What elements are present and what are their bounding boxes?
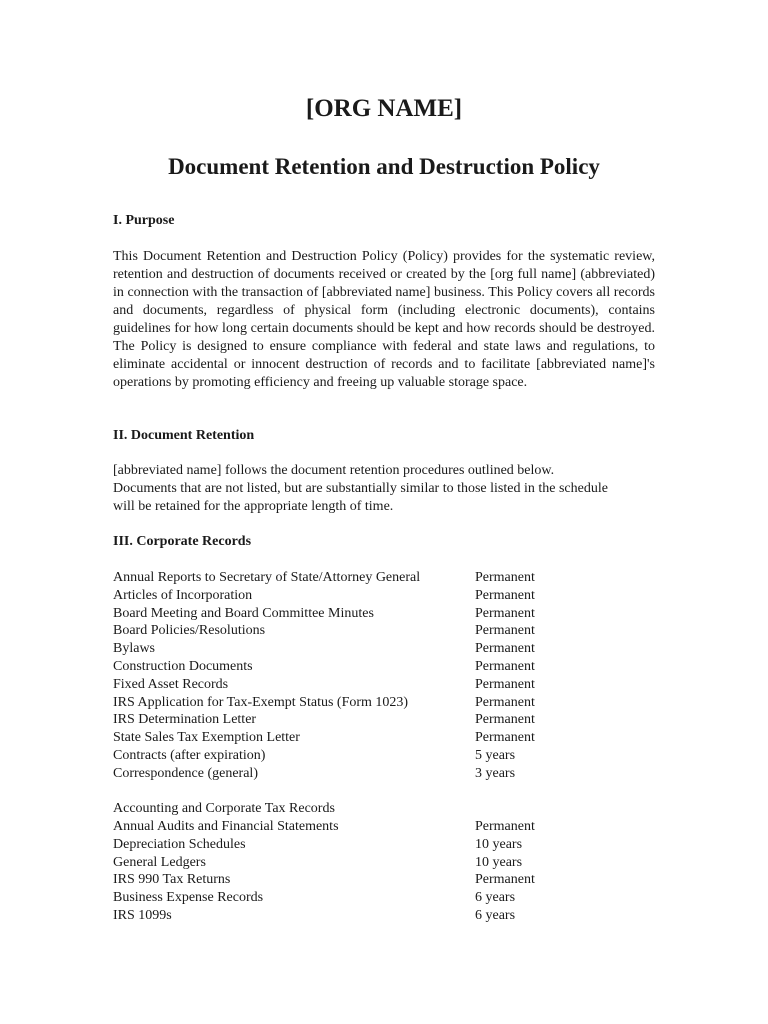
list-item	[113, 622, 655, 640]
retention-paragraph	[113, 462, 655, 516]
list-item	[113, 605, 655, 623]
record-label: Board Policies/Resolutions	[113, 623, 266, 639]
retention-period: 6 years	[475, 890, 516, 906]
retention-period: Permanent	[475, 694, 535, 710]
corporate-records-heading: III. Corporate Records	[113, 534, 252, 549]
retention-period: Permanent	[475, 623, 535, 639]
retention-period: Permanent	[475, 641, 535, 657]
list-item	[113, 711, 655, 729]
retention-period: 3 years	[475, 765, 516, 781]
retention-period: Permanent	[475, 730, 535, 746]
accounting-heading: Accounting and Corporate Tax Records	[113, 801, 335, 816]
list-item	[113, 765, 655, 783]
accounting-records-list	[113, 818, 655, 925]
list-item	[113, 640, 655, 658]
list-item	[113, 747, 655, 765]
list-item	[113, 729, 655, 747]
retention-line-1: [abbreviated name] follows the document retention procedures outlined below.	[113, 463, 555, 478]
retention-period: Permanent	[475, 658, 535, 674]
list-item	[113, 889, 655, 907]
record-label: Annual Audits and Financial Statements	[113, 819, 339, 834]
list-item	[113, 871, 655, 889]
record-label: Correspondence (general)	[113, 765, 258, 781]
list-item	[113, 694, 655, 712]
record-label: Contracts (after expiration)	[113, 747, 266, 763]
record-label: Depreciation Schedules	[113, 836, 246, 852]
retention-line-2: Documents that are not listed, but are substantially similar to those listed in the schedule	[113, 481, 608, 496]
corporate-records-list	[113, 569, 655, 783]
record-label: Annual Reports to Secretary of State/Attorney General	[113, 570, 421, 585]
record-label: Articles of Incorporation	[113, 587, 253, 603]
list-item	[113, 676, 655, 694]
record-label: Board Meeting and Board Committee Minutes	[113, 605, 374, 621]
purpose-heading: I. Purpose	[113, 213, 175, 228]
record-label: IRS 990 Tax Returns	[113, 872, 231, 888]
retention-period: Permanent	[475, 872, 535, 888]
document-title: Document Retention and Destruction Policy	[168, 154, 600, 179]
record-label: IRS 1099s	[113, 907, 172, 923]
retention-period: Permanent	[475, 819, 535, 834]
purpose-paragraph: This Document Retention and Destruction Policy (Policy) provides for the systematic review, retention and destruction of documents received or created by the [org full name] (abbreviated) in connection with the transaction of [abbreviated name] business. This Policy covers all records and documents, regardless of physical form (including electronic documents), contains guidelines for how long certain documents should be kept and how records should be destroyed. The Policy is designed to ensure compliance with federal and state laws and regulations, to eliminate accidental or innocent destruction of records and to facilitate [abbreviated name]'s operations by promoting efficiency and freeing up valuable storage space.	[113, 249, 655, 390]
list-item	[113, 587, 655, 605]
retention-period: 6 years	[475, 907, 516, 923]
record-label: Construction Documents	[113, 658, 253, 674]
list-item	[113, 854, 655, 872]
record-label: Fixed Asset Records	[113, 676, 229, 692]
list-item	[113, 907, 655, 925]
record-label: Business Expense Records	[113, 890, 264, 906]
retention-line-3: will be retained for the appropriate length of time.	[113, 499, 394, 514]
retention-period: 10 years	[475, 854, 523, 870]
retention-period: Permanent	[475, 587, 535, 603]
record-label: IRS Application for Tax-Exempt Status (Form 1023)	[113, 694, 409, 710]
list-item	[113, 569, 655, 587]
list-item	[113, 818, 655, 836]
record-label: General Ledgers	[113, 854, 206, 870]
record-label: State Sales Tax Exemption Letter	[113, 730, 300, 746]
record-label: Bylaws	[113, 641, 155, 657]
retention-period: 10 years	[475, 836, 523, 852]
list-item	[113, 658, 655, 676]
retention-period: Permanent	[475, 712, 535, 728]
retention-period: Permanent	[475, 570, 535, 585]
list-item	[113, 836, 655, 854]
retention-period: 5 years	[475, 747, 516, 763]
retention-heading: II. Document Retention	[113, 428, 255, 443]
record-label: IRS Determination Letter	[113, 712, 257, 728]
retention-period: Permanent	[475, 676, 535, 692]
retention-period: Permanent	[475, 605, 535, 621]
org-name: [ORG NAME]	[305, 95, 463, 122]
